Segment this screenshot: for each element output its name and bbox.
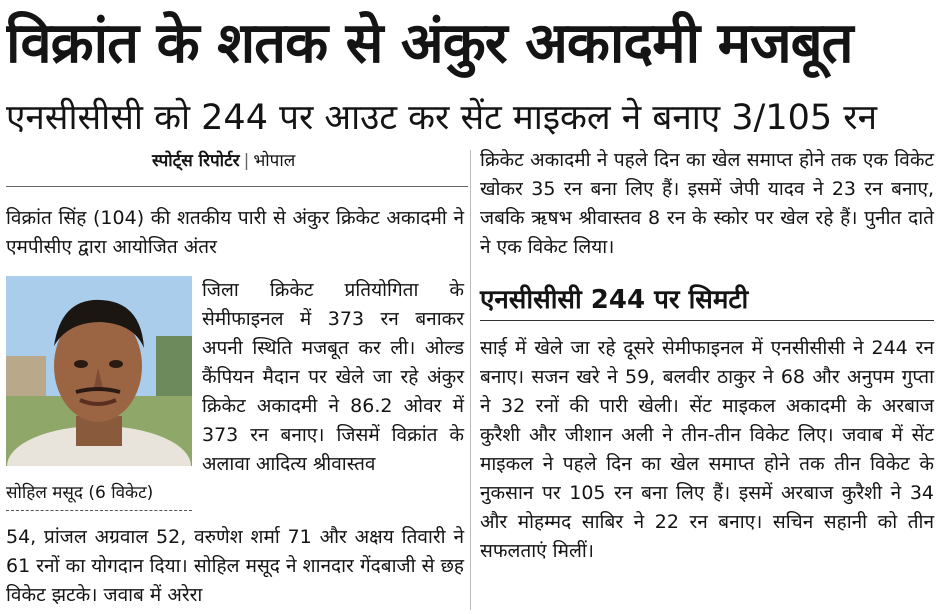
article-left-column-top <box>6 204 464 262</box>
byline-city: भोपाल <box>253 151 296 171</box>
article-left-column-bottom <box>6 523 464 610</box>
photo-caption: सोहिल मसूद (6 विकेट) <box>6 476 192 511</box>
article-left-wrap <box>202 276 464 479</box>
byline-separator: | <box>243 151 250 171</box>
column-divider <box>470 150 471 610</box>
headline: विक्रांत के शतक से अंकुर अकादमी मजबूत <box>6 11 853 76</box>
byline-rule <box>6 186 468 187</box>
article-paragraph-intro: विक्रांत सिंह (104) की शतकीय पारी से अंकुर क्रिकेट अकादमी ने एमपीसीए द्वारा आयोजित अंतर <box>6 207 464 258</box>
section-heading: एनसीसीसी 244 पर सिमटी <box>480 280 934 321</box>
article-right-column-top <box>480 146 934 262</box>
article-paragraph-right-bottom: साई में खेले जा रहे दूसरे सेमीफाइनल में एनसीसीसी ने 244 रन बनाए। सजन खरे ने 59, बलवीर ठाकुर ने 68 और अनुपम गुप्ता ने 32 रनों की पारी खेली। सेंट माइकल अकादमी के अरबाज कुरैशी और जीशान अली ने तीन-तीन विकेट लिए। जवाब में सेंट माइकल ने पहले दिन का खेल समाप्त होने तक तीन विकेट के नुकसान पर 105 रन बना लिए हैं। इसमें अरबाज कुरैशी ने 34 और मोहम्मद साबिर ने 22 रन बनाए। सचिन सहानी को तीन सफलताएं मिलीं। <box>480 337 934 562</box>
byline <box>152 148 295 174</box>
article-paragraph-right-top: क्रिकेट अकादमी ने पहले दिन का खेल समाप्त होने तक एक विकेट खोकर 35 रन बना लिए हैं। इसमें जेपी यादव ने 23 रन बनाए, जबकि ऋषभ श्रीवास्तव 8 रन के स्कोर पर खेल रहे हैं। पुनीत दाते ने एक विकेट लिया। <box>480 149 934 258</box>
article-paragraph-left-end: 54, प्रांजल अग्रवाल 52, वरुणेश शर्मा 71 और अक्षय तिवारी ने 61 रनों का योगदान दिया। सोहिल मसूद ने शानदार गेंदबाजी से छह विकेट झटके। जवाब में अरेरा <box>6 526 464 606</box>
subheadline: एनसीसीसी को 244 पर आउट कर सेंट माइकल ने बनाए 3/105 रन <box>6 98 878 138</box>
player-portrait-image <box>6 276 192 466</box>
player-photo <box>6 276 192 466</box>
article-paragraph-wrap: जिला क्रिकेट प्रतियोगिता के सेमीफाइनल में 373 रन बनाकर अपनी स्थिति मजबूत कर ली। ओल्ड कैंपियन मैदान पर खेले जा रहे अंकुर क्रिकेट अकादमी ने 86.2 ओवर में 373 रन बनाए। जिसमें विक्रांत के अलावा आदित्य श्रीवास्तव <box>202 279 464 475</box>
byline-reporter: स्पोर्ट्स रिपोर्टर <box>152 151 240 171</box>
article-right-column-bottom <box>480 334 934 566</box>
